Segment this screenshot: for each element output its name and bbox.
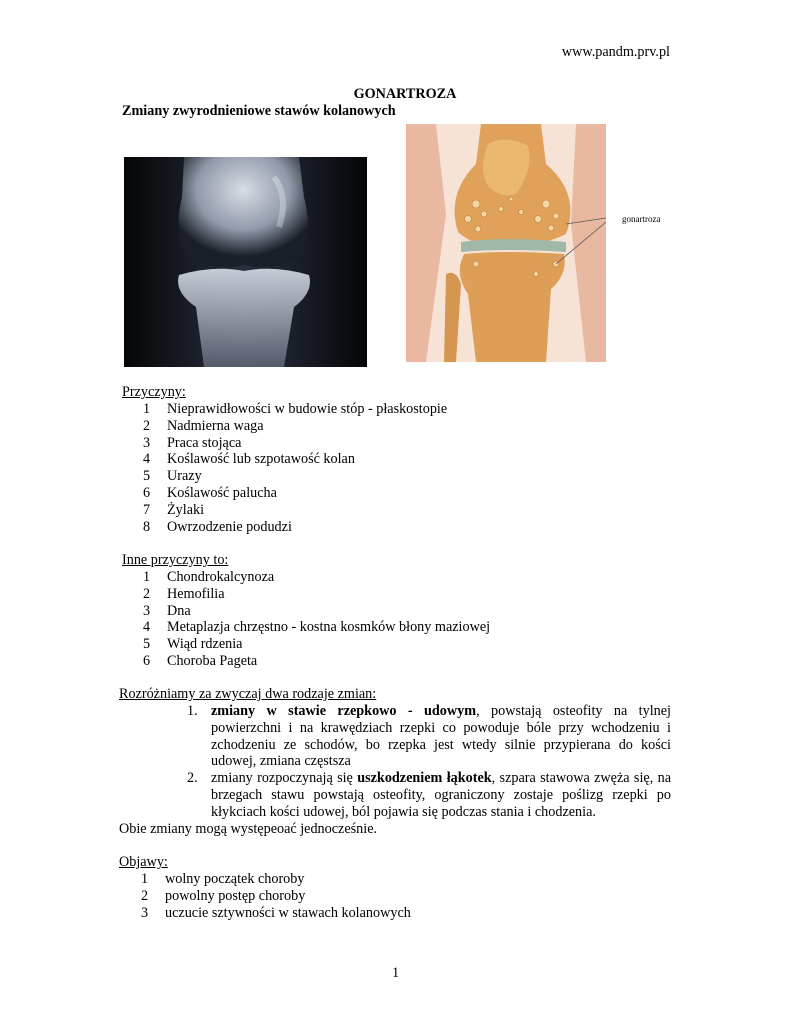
list-item-text: Choroba Pageta: [167, 652, 258, 669]
list-item-number: 2: [143, 417, 151, 434]
list-item-text: Urazy: [167, 468, 202, 485]
list-item: [143, 418, 447, 435]
list-item-number: 2: [143, 585, 151, 602]
page-title: GONARTROZA: [353, 86, 457, 102]
list-item-number: 3: [143, 434, 151, 451]
types-item-1: [211, 703, 671, 770]
list-item: [141, 888, 411, 905]
list-item: [143, 485, 447, 502]
other-causes-list: [143, 569, 490, 670]
other-causes-heading: Inne przyczyny to:: [122, 552, 229, 568]
list-item-number: 6: [143, 652, 151, 669]
list-item-number: 3: [143, 602, 151, 619]
list-item-number: 3: [141, 904, 149, 921]
list-item-text: Owrzodzenie podudzi: [167, 518, 292, 535]
types-note: Obie zmiany mogą występeoać jednocześnie.: [119, 821, 378, 837]
list-item-text: Nadmierna waga: [167, 417, 264, 434]
list-item-text: Koślawość palucha: [167, 484, 277, 501]
types-item-2: [211, 770, 671, 820]
types-item-2-text: , szpara stawowa zwęża się, na brzegach stawu powstają osteofity, ograniczony zostaje poślizg rzepki po kłykciach kości udowej, ból pojawia się podczas stania i chodzenia.: [211, 770, 671, 820]
list-item-number: 1: [143, 569, 151, 585]
list-item-text: wolny początek choroby: [165, 871, 305, 887]
list-item: [143, 519, 447, 536]
list-item: [143, 603, 490, 620]
list-item-number: 4: [143, 619, 151, 636]
list-item-text: Metaplazja chrzęstno - kostna kosmków błony maziowej: [167, 619, 491, 636]
knee-anatomy-graphic: [406, 124, 606, 362]
list-item-text: Wiąd rdzenia: [167, 636, 243, 653]
list-item-text: powolny postęp choroby: [165, 887, 306, 904]
types-item-1-text: , powstają osteofity na tylnej powierzchni i na krawędziach rzepki co powoduje bóle przy wchodzeniu i zchodzeniu ze schodów, bo rzepka jest wtedy silnie przypierana do kości udowej, zmiana częstsza: [211, 703, 671, 770]
causes-list: [143, 401, 447, 535]
list-item: [143, 569, 490, 586]
figure-label: gonartroza: [622, 214, 661, 224]
list-item: [141, 871, 411, 888]
list-item: [143, 401, 447, 418]
list-item-number: 7: [143, 501, 151, 518]
list-item-text: Chondrokalcynoza: [167, 569, 275, 585]
types-item-2-number: 2.: [187, 770, 198, 786]
page-number: 1: [391, 965, 400, 981]
list-item-text: Hemofilia: [167, 585, 225, 602]
list-item: [143, 619, 490, 636]
list-item: [143, 502, 447, 519]
list-item-text: Praca stojąca: [167, 434, 242, 451]
xray-image: [124, 157, 367, 367]
list-item-text: uczucie sztywności w stawach kolanowych: [165, 904, 411, 921]
knee-anatomy-illustration: [406, 124, 606, 362]
list-item: [143, 468, 447, 485]
header-url: www.pandm.prv.pl: [561, 44, 670, 60]
list-item-number: 8: [143, 518, 151, 535]
list-item-number: 5: [143, 636, 151, 653]
list-item-text: Dna: [167, 602, 191, 619]
causes-heading: Przyczyny:: [122, 384, 186, 400]
list-item-text: Żylaki: [167, 501, 205, 518]
list-item: [143, 653, 490, 670]
list-item-number: 1: [143, 401, 151, 417]
list-item-number: 4: [143, 451, 151, 468]
xray-knee-graphic: [124, 157, 367, 367]
list-item: [143, 636, 490, 653]
list-item: [143, 435, 447, 452]
list-item: [141, 905, 411, 922]
list-item-text: Koślawość lub szpotawość kolan: [167, 451, 355, 468]
types-item-2-pre: zmiany rozpoczynają się: [211, 770, 358, 786]
list-item-text: Nieprawidłowości w budowie stóp - płaskostopie: [167, 401, 448, 417]
symptoms-heading: Objawy:: [119, 854, 168, 870]
page-subtitle: Zmiany zwyrodnieniowe stawów kolanowych: [122, 103, 396, 119]
types-item-1-bold: zmiany w stawie rzepkowo - udowym: [211, 703, 477, 719]
list-item-number: 5: [143, 468, 151, 485]
list-item-number: 6: [143, 484, 151, 501]
types-heading: Rozróżniamy za zwyczaj dwa rodzaje zmian:: [119, 686, 377, 702]
list-item: [143, 586, 490, 603]
list-item-number: 2: [141, 887, 149, 904]
list-item: [143, 451, 447, 468]
list-item-number: 1: [141, 871, 149, 887]
symptoms-list: [141, 871, 411, 921]
types-item-2-bold: uszkodzeniem łąkotek: [357, 770, 492, 786]
types-item-1-number: 1.: [187, 703, 198, 719]
